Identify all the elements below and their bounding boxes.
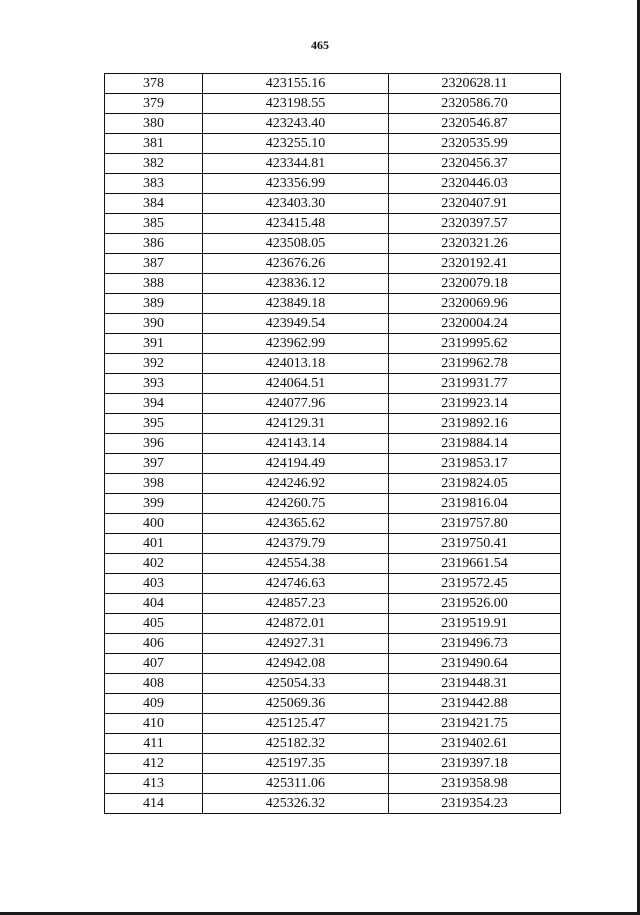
point-number-cell: 400 [105, 514, 203, 534]
table-row [105, 734, 561, 754]
y-coordinate-cell: 2319442.88 [389, 694, 561, 714]
table-row [105, 414, 561, 434]
x-coordinate-cell: 423676.26 [203, 254, 389, 274]
y-coordinate-cell: 2319519.91 [389, 614, 561, 634]
y-coordinate-cell: 2319750.41 [389, 534, 561, 554]
point-number-cell: 379 [105, 94, 203, 114]
x-coordinate-cell: 424064.51 [203, 374, 389, 394]
x-coordinate-cell: 425311.06 [203, 774, 389, 794]
point-number-cell: 394 [105, 394, 203, 414]
x-coordinate-cell: 424194.49 [203, 454, 389, 474]
point-number-cell: 390 [105, 314, 203, 334]
y-coordinate-cell: 2319816.04 [389, 494, 561, 514]
point-number-cell: 385 [105, 214, 203, 234]
coordinates-table-body [105, 74, 561, 814]
table-row [105, 574, 561, 594]
y-coordinate-cell: 2320321.26 [389, 234, 561, 254]
x-coordinate-cell: 424077.96 [203, 394, 389, 414]
x-coordinate-cell: 424927.31 [203, 634, 389, 654]
table-row [105, 114, 561, 134]
table-row [105, 194, 561, 214]
table-row [105, 514, 561, 534]
y-coordinate-cell: 2320069.96 [389, 294, 561, 314]
y-coordinate-cell: 2320079.18 [389, 274, 561, 294]
x-coordinate-cell: 425125.47 [203, 714, 389, 734]
x-coordinate-cell: 423403.30 [203, 194, 389, 214]
y-coordinate-cell: 2319448.31 [389, 674, 561, 694]
point-number-cell: 396 [105, 434, 203, 454]
x-coordinate-cell: 423198.55 [203, 94, 389, 114]
table-row [105, 534, 561, 554]
point-number-cell: 382 [105, 154, 203, 174]
x-coordinate-cell: 424857.23 [203, 594, 389, 614]
y-coordinate-cell: 2319397.18 [389, 754, 561, 774]
y-coordinate-cell: 2319923.14 [389, 394, 561, 414]
point-number-cell: 384 [105, 194, 203, 214]
x-coordinate-cell: 423949.54 [203, 314, 389, 334]
y-coordinate-cell: 2319526.00 [389, 594, 561, 614]
table-row [105, 154, 561, 174]
y-coordinate-cell: 2319931.77 [389, 374, 561, 394]
table-row [105, 314, 561, 334]
point-number-cell: 381 [105, 134, 203, 154]
point-number-cell: 405 [105, 614, 203, 634]
point-number-cell: 407 [105, 654, 203, 674]
table-row [105, 654, 561, 674]
page-number: 465 [311, 38, 329, 52]
x-coordinate-cell: 424872.01 [203, 614, 389, 634]
x-coordinate-cell: 423255.10 [203, 134, 389, 154]
x-coordinate-cell: 425197.35 [203, 754, 389, 774]
y-coordinate-cell: 2319402.61 [389, 734, 561, 754]
x-coordinate-cell: 423155.16 [203, 74, 389, 94]
point-number-cell: 403 [105, 574, 203, 594]
point-number-cell: 387 [105, 254, 203, 274]
point-number-cell: 397 [105, 454, 203, 474]
x-coordinate-cell: 425069.36 [203, 694, 389, 714]
y-coordinate-cell: 2319496.73 [389, 634, 561, 654]
point-number-cell: 399 [105, 494, 203, 514]
point-number-cell: 393 [105, 374, 203, 394]
point-number-cell: 401 [105, 534, 203, 554]
table-row [105, 794, 561, 814]
table-row [105, 674, 561, 694]
table-row [105, 694, 561, 714]
y-coordinate-cell: 2319354.23 [389, 794, 561, 814]
x-coordinate-cell: 425326.32 [203, 794, 389, 814]
y-coordinate-cell: 2319572.45 [389, 574, 561, 594]
x-coordinate-cell: 425182.32 [203, 734, 389, 754]
y-coordinate-cell: 2320535.99 [389, 134, 561, 154]
y-coordinate-cell: 2319490.64 [389, 654, 561, 674]
x-coordinate-cell: 424554.38 [203, 554, 389, 574]
table-row [105, 294, 561, 314]
y-coordinate-cell: 2320446.03 [389, 174, 561, 194]
point-number-cell: 383 [105, 174, 203, 194]
x-coordinate-cell: 423849.18 [203, 294, 389, 314]
y-coordinate-cell: 2319892.16 [389, 414, 561, 434]
table-row [105, 74, 561, 94]
x-coordinate-cell: 424129.31 [203, 414, 389, 434]
table-row [105, 614, 561, 634]
x-coordinate-cell: 423243.40 [203, 114, 389, 134]
x-coordinate-cell: 423344.81 [203, 154, 389, 174]
point-number-cell: 392 [105, 354, 203, 374]
point-number-cell: 386 [105, 234, 203, 254]
y-coordinate-cell: 2320586.70 [389, 94, 561, 114]
table-row [105, 594, 561, 614]
y-coordinate-cell: 2319358.98 [389, 774, 561, 794]
y-coordinate-cell: 2319995.62 [389, 334, 561, 354]
table-row [105, 554, 561, 574]
table-row [105, 94, 561, 114]
table-row [105, 454, 561, 474]
x-coordinate-cell: 424746.63 [203, 574, 389, 594]
point-number-cell: 404 [105, 594, 203, 614]
table-row [105, 214, 561, 234]
table-row [105, 494, 561, 514]
y-coordinate-cell: 2320456.37 [389, 154, 561, 174]
point-number-cell: 395 [105, 414, 203, 434]
point-number-cell: 380 [105, 114, 203, 134]
point-number-cell: 391 [105, 334, 203, 354]
y-coordinate-cell: 2320546.87 [389, 114, 561, 134]
table-row [105, 134, 561, 154]
table-row [105, 354, 561, 374]
table-row [105, 274, 561, 294]
x-coordinate-cell: 424260.75 [203, 494, 389, 514]
x-coordinate-cell: 424365.62 [203, 514, 389, 534]
table-row [105, 754, 561, 774]
x-coordinate-cell: 424143.14 [203, 434, 389, 454]
point-number-cell: 411 [105, 734, 203, 754]
y-coordinate-cell: 2319884.14 [389, 434, 561, 454]
point-number-cell: 412 [105, 754, 203, 774]
point-number-cell: 414 [105, 794, 203, 814]
table-row [105, 174, 561, 194]
y-coordinate-cell: 2319824.05 [389, 474, 561, 494]
x-coordinate-cell: 423415.48 [203, 214, 389, 234]
table-row [105, 234, 561, 254]
x-coordinate-cell: 423962.99 [203, 334, 389, 354]
point-number-cell: 402 [105, 554, 203, 574]
point-number-cell: 389 [105, 294, 203, 314]
y-coordinate-cell: 2319421.75 [389, 714, 561, 734]
point-number-cell: 408 [105, 674, 203, 694]
y-coordinate-cell: 2319757.80 [389, 514, 561, 534]
y-coordinate-cell: 2320004.24 [389, 314, 561, 334]
y-coordinate-cell: 2319962.78 [389, 354, 561, 374]
point-number-cell: 378 [105, 74, 203, 94]
y-coordinate-cell: 2319661.54 [389, 554, 561, 574]
x-coordinate-cell: 425054.33 [203, 674, 389, 694]
x-coordinate-cell: 423508.05 [203, 234, 389, 254]
point-number-cell: 409 [105, 694, 203, 714]
y-coordinate-cell: 2319853.17 [389, 454, 561, 474]
y-coordinate-cell: 2320192.41 [389, 254, 561, 274]
table-row [105, 394, 561, 414]
table-row [105, 774, 561, 794]
table-row [105, 374, 561, 394]
x-coordinate-cell: 424013.18 [203, 354, 389, 374]
table-row [105, 474, 561, 494]
x-coordinate-cell: 424246.92 [203, 474, 389, 494]
point-number-cell: 406 [105, 634, 203, 654]
y-coordinate-cell: 2320628.11 [389, 74, 561, 94]
table-row [105, 434, 561, 454]
coordinates-table [104, 73, 561, 814]
x-coordinate-cell: 423836.12 [203, 274, 389, 294]
table-row [105, 334, 561, 354]
table-row [105, 254, 561, 274]
table-row [105, 714, 561, 734]
point-number-cell: 413 [105, 774, 203, 794]
x-coordinate-cell: 423356.99 [203, 174, 389, 194]
x-coordinate-cell: 424942.08 [203, 654, 389, 674]
point-number-cell: 388 [105, 274, 203, 294]
table-row [105, 634, 561, 654]
y-coordinate-cell: 2320407.91 [389, 194, 561, 214]
point-number-cell: 398 [105, 474, 203, 494]
x-coordinate-cell: 424379.79 [203, 534, 389, 554]
y-coordinate-cell: 2320397.57 [389, 214, 561, 234]
point-number-cell: 410 [105, 714, 203, 734]
